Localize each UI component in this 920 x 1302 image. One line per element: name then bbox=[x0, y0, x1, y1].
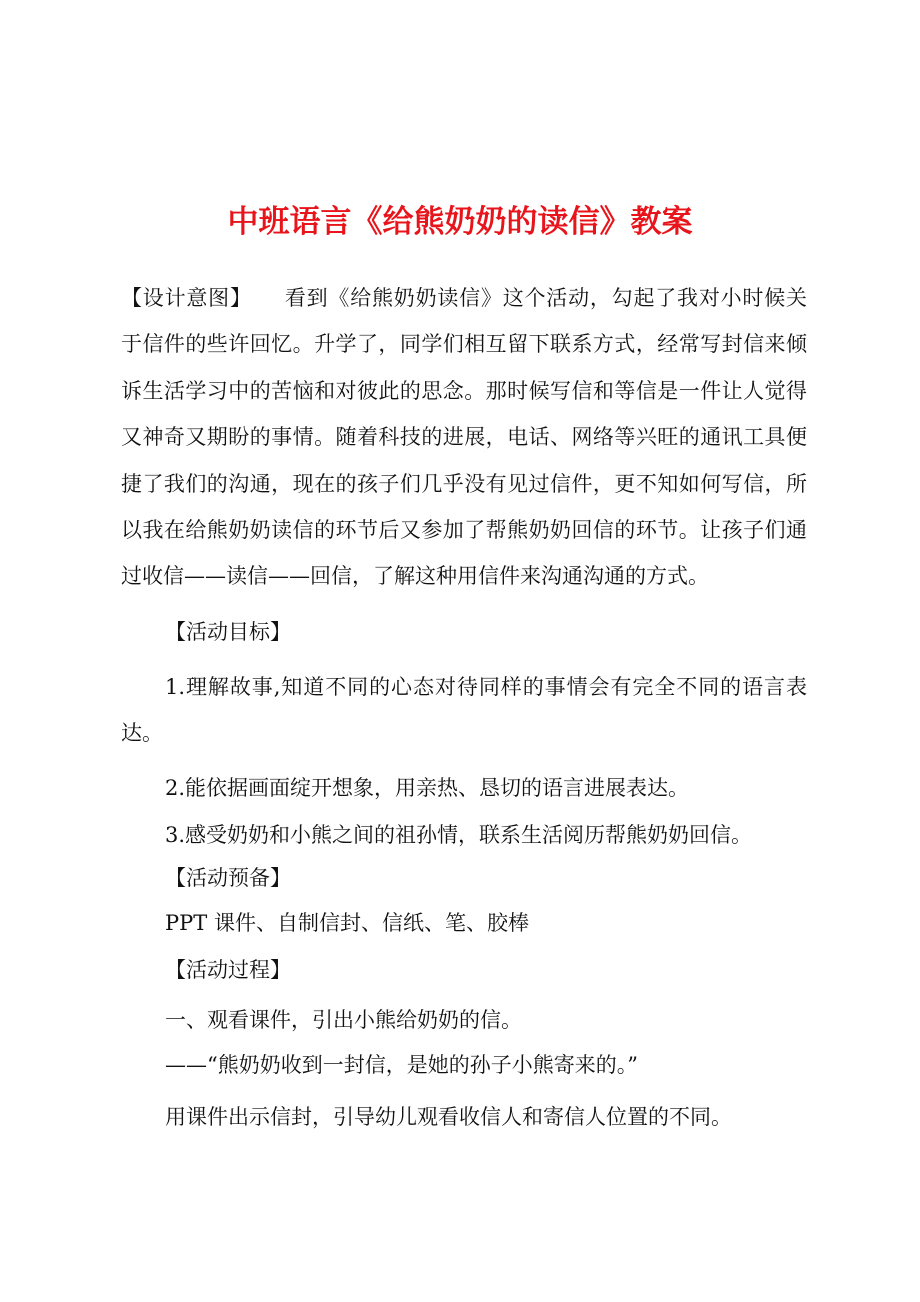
process-step-1: 一、观看课件，引出小熊给奶奶的信。 bbox=[165, 1008, 522, 1032]
document-title: 中班语言《给熊奶奶的读信》教案 bbox=[227, 204, 693, 240]
paragraph-line: 诉生活学习中的苦恼和对彼此的思念。那时候写信和等信是一件让人觉得 bbox=[121, 379, 807, 403]
goal-item-3: 3.感受奶奶和小熊之间的祖孙情，联系生活阅历帮熊奶奶回信。 bbox=[165, 823, 753, 847]
process-heading: 【活动过程】 bbox=[165, 958, 291, 982]
paragraph-line: 以我在给熊奶奶读信的环节后又参加了帮熊奶奶回信的环节。让孩子们通 bbox=[121, 518, 807, 542]
goal-item-2: 2.能依据画面绽开想象，用亲热、恳切的语言进展表达。 bbox=[165, 776, 690, 800]
paragraph-line: 于信件的些许回忆。升学了，同学们相互留下联系方式，经常写封信来倾 bbox=[121, 332, 807, 356]
paragraph-line: 又神奇又期盼的事情。随着科技的进展，电话、网络等兴旺的通讯工具便 bbox=[121, 425, 807, 449]
goal-item-1: 1.理解故事,知道不同的心态对待同样的事情会有完全不同的语言表 bbox=[165, 675, 807, 699]
prep-materials: PPT 课件、自制信封、信纸、笔、胶棒 bbox=[165, 911, 529, 935]
prep-heading: 【活动预备】 bbox=[165, 866, 291, 890]
paragraph-line: 过收信——读信——回信，了解这种用信件来沟通沟通的方式。 bbox=[121, 564, 709, 588]
paragraph-line: 【设计意图】 看到《给熊奶奶读信》这个活动，勾起了我对小时候关 bbox=[121, 286, 807, 310]
goal-item-1-continued: 达。 bbox=[121, 721, 163, 745]
process-quote: ——“熊奶奶收到一封信，是她的孙子小熊寄来的。” bbox=[165, 1053, 638, 1077]
goals-heading: 【活动目标】 bbox=[165, 620, 291, 644]
paragraph-line: 捷了我们的沟通，现在的孩子们几乎没有见过信件，更不知如何写信，所 bbox=[121, 472, 807, 496]
process-note: 用课件出示信封，引导幼儿观看收信人和寄信人位置的不同。 bbox=[165, 1105, 732, 1129]
